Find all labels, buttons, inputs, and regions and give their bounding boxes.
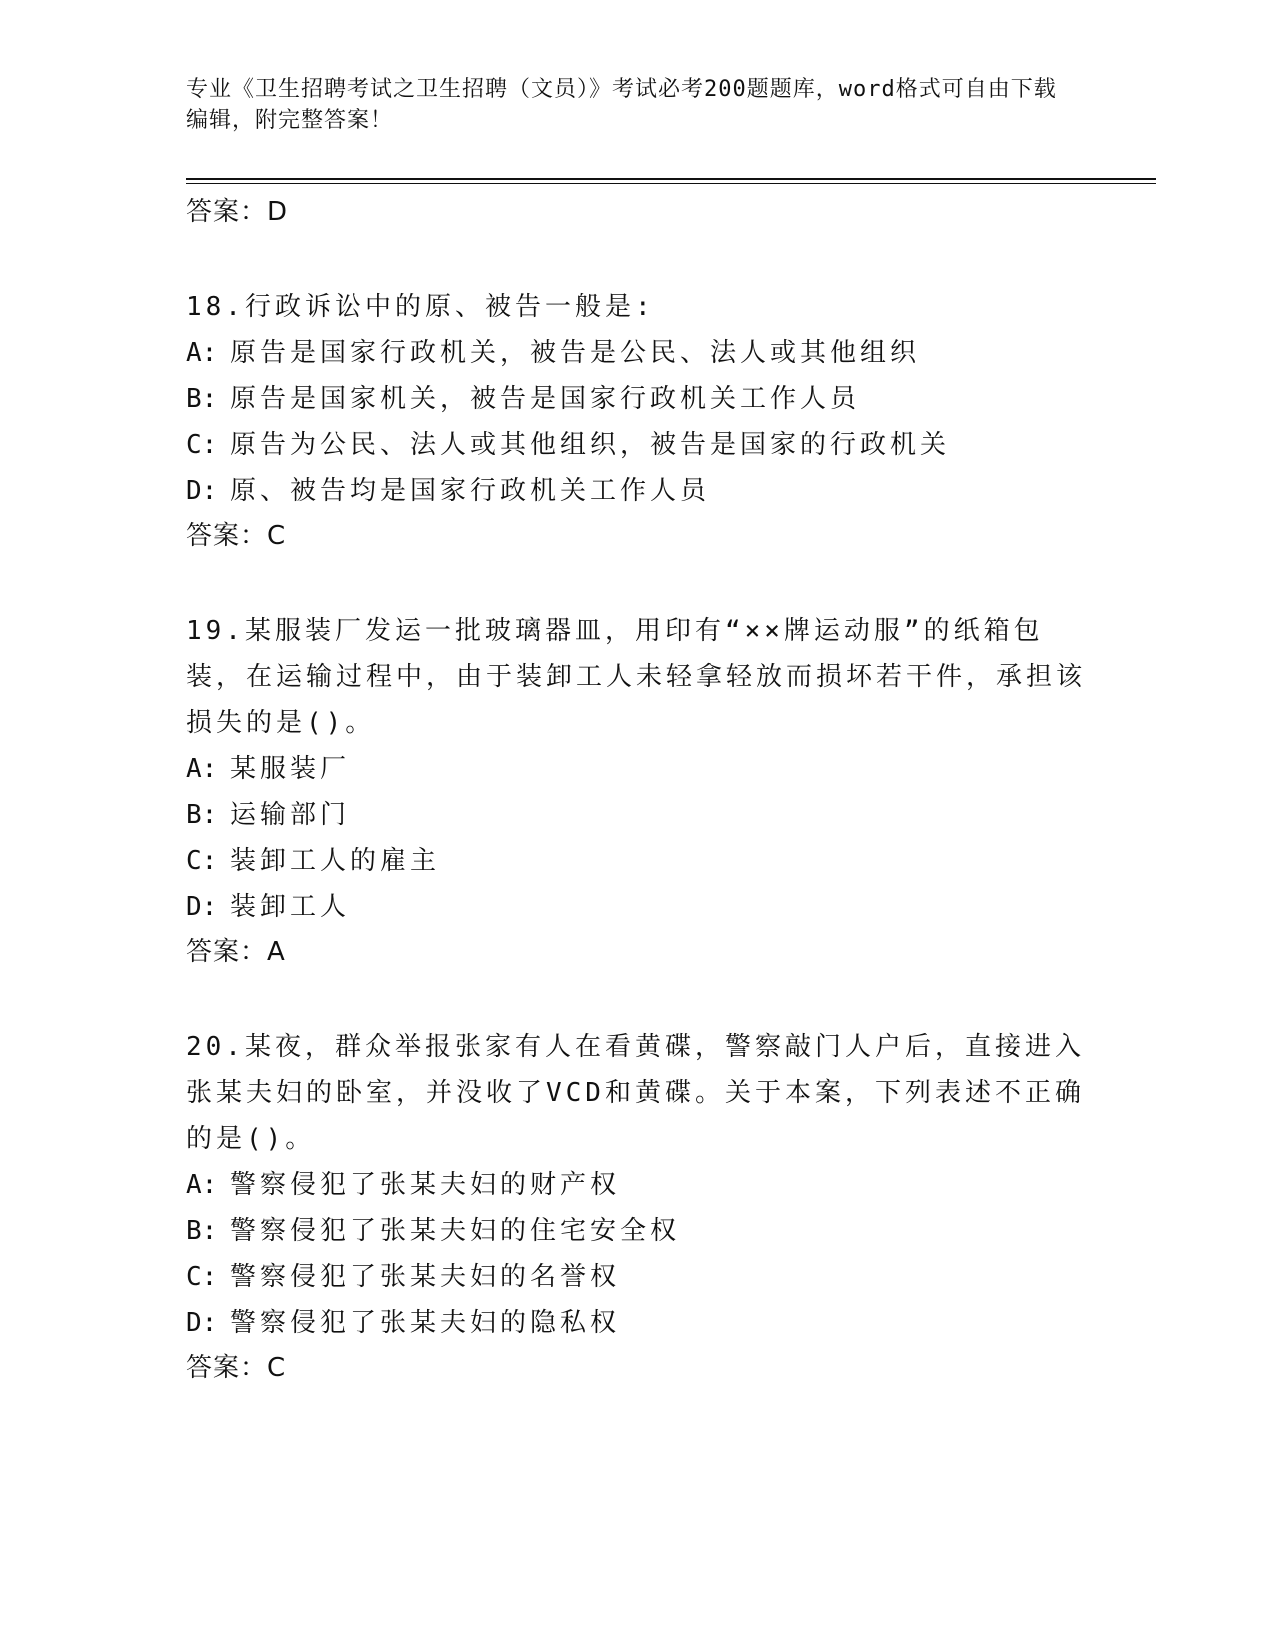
option-text: 警察侵犯了张某夫妇的财产权 — [230, 1170, 621, 1200]
document-header: 专业《卫生招聘考试之卫生招聘（文员）》考试必考200题题库，word格式可自由下载编辑，附完整答案！ — [186, 77, 1057, 133]
option-text: 原、被告均是国家行政机关工作人员 — [230, 476, 711, 506]
option-a — [186, 746, 1086, 792]
option-text: 某服装厂 — [230, 754, 351, 784]
question-stem: 19.某服装厂发运一批玻璃器皿，用印有“××牌运动服”的纸箱包装，在运输过程中，由于装卸工人未轻拿轻放而损坏若干件，承担该损失的是()。 — [186, 616, 1087, 738]
option-c — [186, 422, 1086, 468]
option-text: 警察侵犯了张某夫妇的隐私权 — [230, 1308, 621, 1338]
option-letter: B: — [186, 1216, 218, 1246]
question-19 — [186, 608, 1086, 974]
option-d — [186, 468, 1086, 514]
option-b — [186, 376, 1086, 422]
answer-line: 答案：C — [186, 521, 287, 551]
option-letter: C: — [186, 430, 218, 460]
option-letter: D: — [186, 892, 218, 922]
option-letter: D: — [186, 476, 218, 506]
option-a — [186, 1162, 1086, 1208]
option-letter: B: — [186, 384, 218, 414]
option-letter: C: — [186, 846, 218, 876]
option-letter: A: — [186, 338, 218, 368]
option-text: 运输部门 — [230, 800, 351, 830]
option-d — [186, 1300, 1086, 1346]
question-stem: 20.某夜，群众举报张家有人在看黄碟，警察敲门人户后，直接进入张某夫妇的卧室，并没收了VCD和黄碟。关于本案，下列表述不正确的是()。 — [186, 1032, 1085, 1154]
option-d — [186, 884, 1086, 930]
spacer — [186, 234, 1086, 284]
option-b — [186, 1208, 1086, 1254]
spacer — [186, 974, 1086, 1024]
option-letter: B: — [186, 800, 218, 830]
option-letter: A: — [186, 1170, 218, 1200]
answer-line: 答案：C — [186, 1353, 287, 1383]
option-c — [186, 1254, 1086, 1300]
option-letter: D: — [186, 1308, 218, 1338]
question-list — [186, 190, 1086, 1390]
option-text: 警察侵犯了张某夫妇的名誉权 — [230, 1262, 621, 1292]
spacer — [186, 558, 1086, 608]
answer-line: 答案：A — [186, 937, 286, 967]
previous-answer: 答案：D — [186, 197, 289, 227]
option-text: 原告是国家行政机关，被告是公民、法人或其他组织 — [230, 338, 921, 368]
option-text: 原告是国家机关，被告是国家行政机关工作人员 — [230, 384, 861, 414]
question-18 — [186, 284, 1086, 558]
header-rule-thin — [186, 183, 1156, 184]
option-text: 装卸工人 — [230, 892, 351, 922]
option-text: 警察侵犯了张某夫妇的住宅安全权 — [230, 1216, 681, 1246]
option-text: 装卸工人的雇主 — [230, 846, 441, 876]
option-letter: A: — [186, 754, 218, 784]
option-c — [186, 838, 1086, 884]
option-text: 原告为公民、法人或其他组织，被告是国家的行政机关 — [230, 430, 951, 460]
question-20 — [186, 1024, 1086, 1390]
option-a — [186, 330, 1086, 376]
option-b — [186, 792, 1086, 838]
option-letter: C: — [186, 1262, 218, 1292]
question-stem: 18.行政诉讼中的原、被告一般是: — [186, 292, 655, 322]
header-rule-thick — [186, 178, 1156, 180]
